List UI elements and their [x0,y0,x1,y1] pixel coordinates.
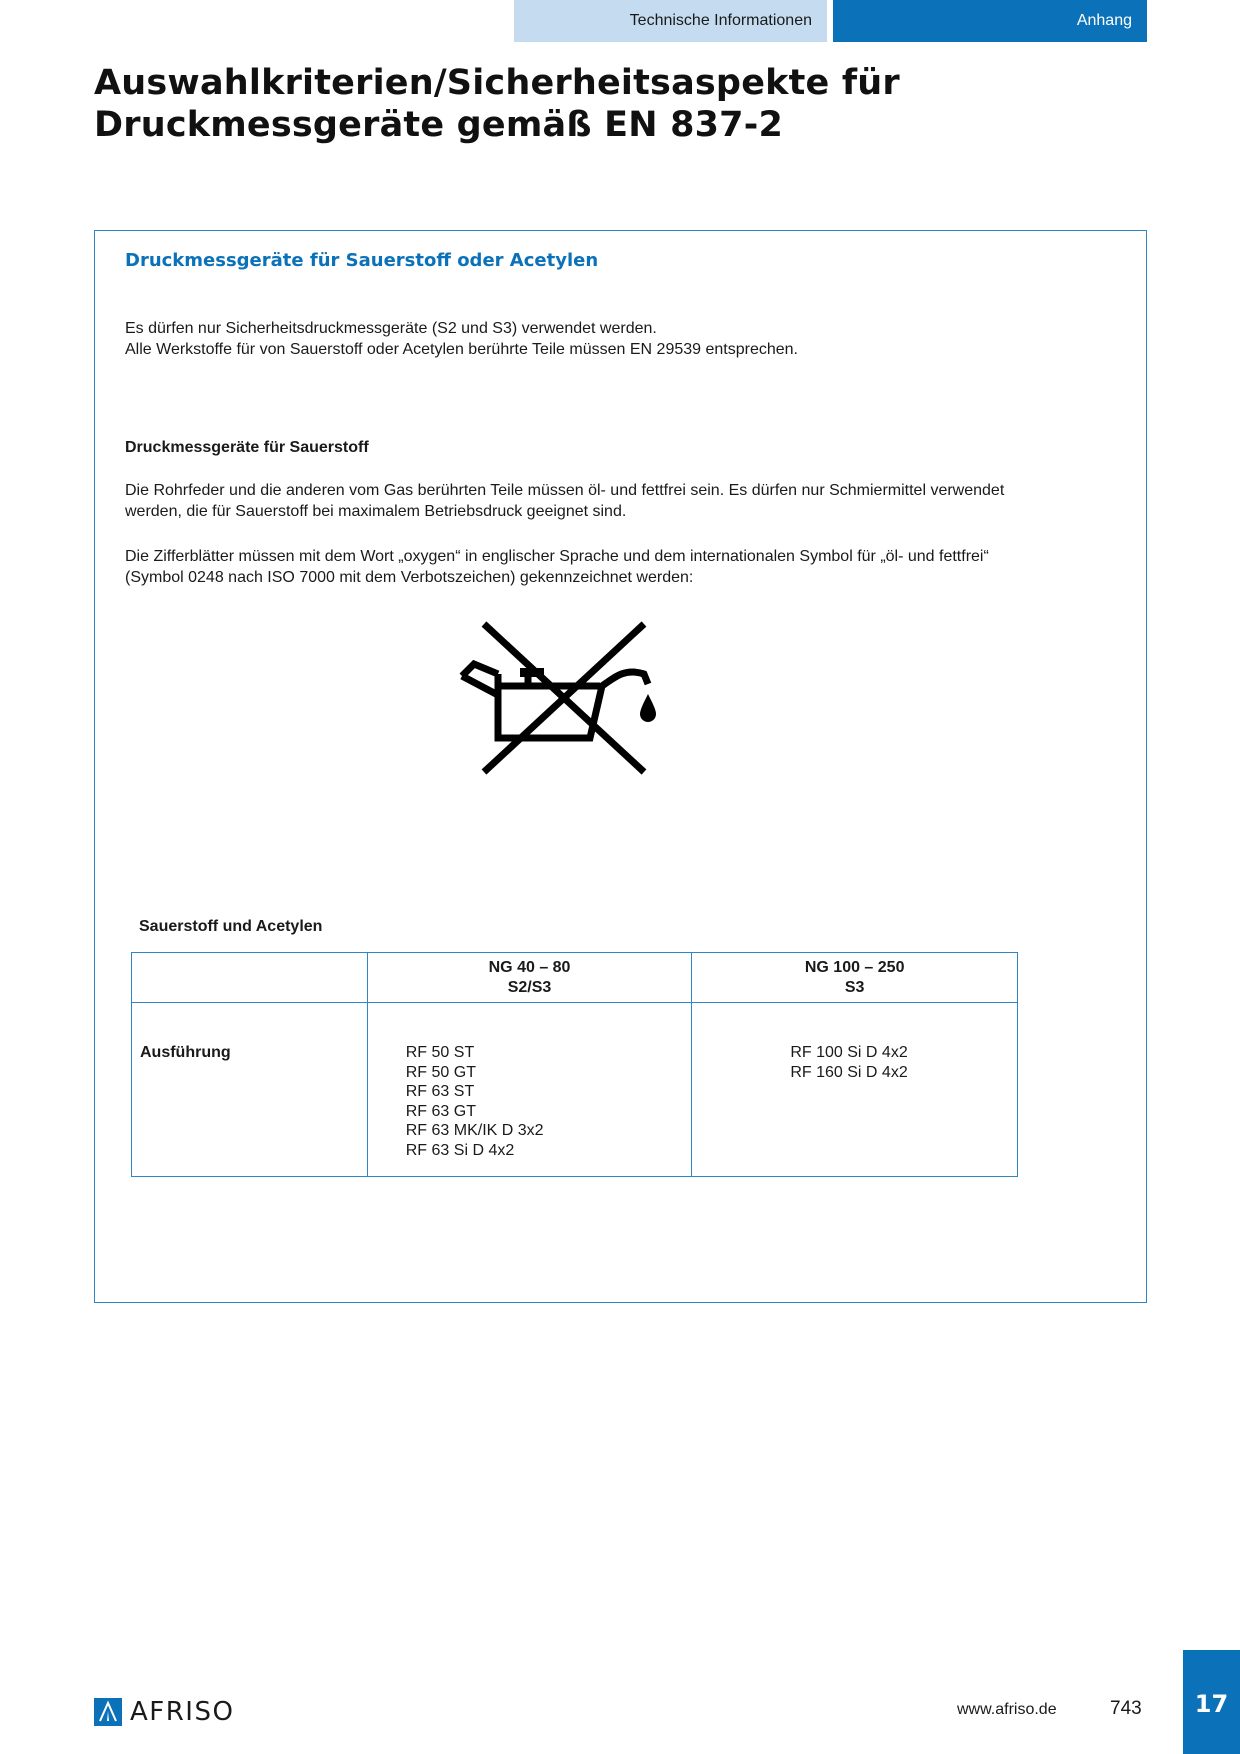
list-item: RF 50 ST [405,1044,475,1061]
chapter-tab[interactable]: 17 [1183,1650,1240,1754]
list-item: RF 160 Si D 4x2 [790,1063,908,1081]
table-cell-ng-100-250-models [692,1003,1018,1177]
list-item: RF 63 GT [405,1102,476,1120]
intro-line-2: Alle Werkstoffe für von Sauerstoff oder Acetylen berührte Teile müssen EN 29539 entsprechen. [125,341,798,358]
panel-heading: Druckmessgeräte für Sauerstoff oder Acetylen [125,250,599,271]
table-header-ng-100-250 [692,953,1018,1003]
section-tab-technische-informationen[interactable]: Technische Informationen [514,0,827,42]
footer-website-link[interactable]: www.afriso.de [957,1701,1057,1718]
intro-paragraph [125,318,1125,360]
table-header-ng-40-80-class: S2/S3 [507,979,552,996]
table-header-empty [132,953,368,1003]
oxygen-paragraph-2-line-2: (Symbol 0248 nach ISO 7000 mit dem Verbotszeichen) gekennzeichnet werden: [125,569,694,586]
intro-line-1: Es dürfen nur Sicherheitsdruckmessgeräte (S2 und S3) verwendet werden. [125,320,657,337]
table-header-ng-40-80-size: NG 40 – 80 [488,959,571,976]
page-title [94,62,1154,146]
list-item: RF 63 ST [405,1083,475,1100]
afriso-logo [94,1697,234,1727]
table-title: Sauerstoff und Acetylen [139,918,323,935]
section-tab-anhang[interactable]: Anhang [833,0,1147,42]
spec-table [131,952,1018,1177]
table-row-label: Ausführung [132,1003,368,1177]
model-list-ng-40-80 [406,1043,692,1160]
oxygen-paragraph-1-line-2: werden, die für Sauerstoff bei maximalem Betriebsdruck geeignet sind. [125,503,627,520]
table-cell-ng-40-80-models [367,1003,692,1177]
page-title-line-2: Druckmessgeräte gemäß EN 837-2 [94,105,784,145]
no-oil-prohibition-icon [458,618,670,776]
list-item: RF 100 Si D 4x2 [790,1044,908,1061]
afriso-logo-text: AFRISO [130,1697,235,1727]
table-row [132,1003,1018,1177]
page-title-line-1: Auswahlkriterien/Sicherheitsaspekte für [94,63,900,103]
oxygen-paragraph-2 [125,546,1125,588]
footer-page-number: 743 [1110,1698,1142,1719]
list-item: RF 63 MK/IK D 3x2 [405,1122,544,1139]
oxygen-paragraph-2-line-1: Die Zifferblätter müssen mit dem Wort „oxygen“ in englischer Sprache und dem internationalen Symbol für „öl- und fettfrei“ [125,548,989,565]
list-item: RF 63 Si D 4x2 [405,1141,515,1159]
oxygen-subheading: Druckmessgeräte für Sauerstoff [125,439,369,456]
list-item: RF 50 GT [405,1063,476,1081]
oxygen-paragraph-1 [125,480,1125,522]
oxygen-paragraph-1-line-1: Die Rohrfeder und die anderen vom Gas berührten Teile müssen öl- und fettfrei sein. Es dürfen nur Schmiermittel verwendet [125,482,1005,499]
afriso-logo-icon [94,1698,122,1726]
table-header-ng-100-250-size: NG 100 – 250 [804,959,905,976]
model-list-ng-100-250 [790,1043,1017,1082]
table-header-ng-100-250-class: S3 [844,979,865,996]
table-header-row [132,953,1018,1003]
table-header-ng-40-80 [367,953,692,1003]
